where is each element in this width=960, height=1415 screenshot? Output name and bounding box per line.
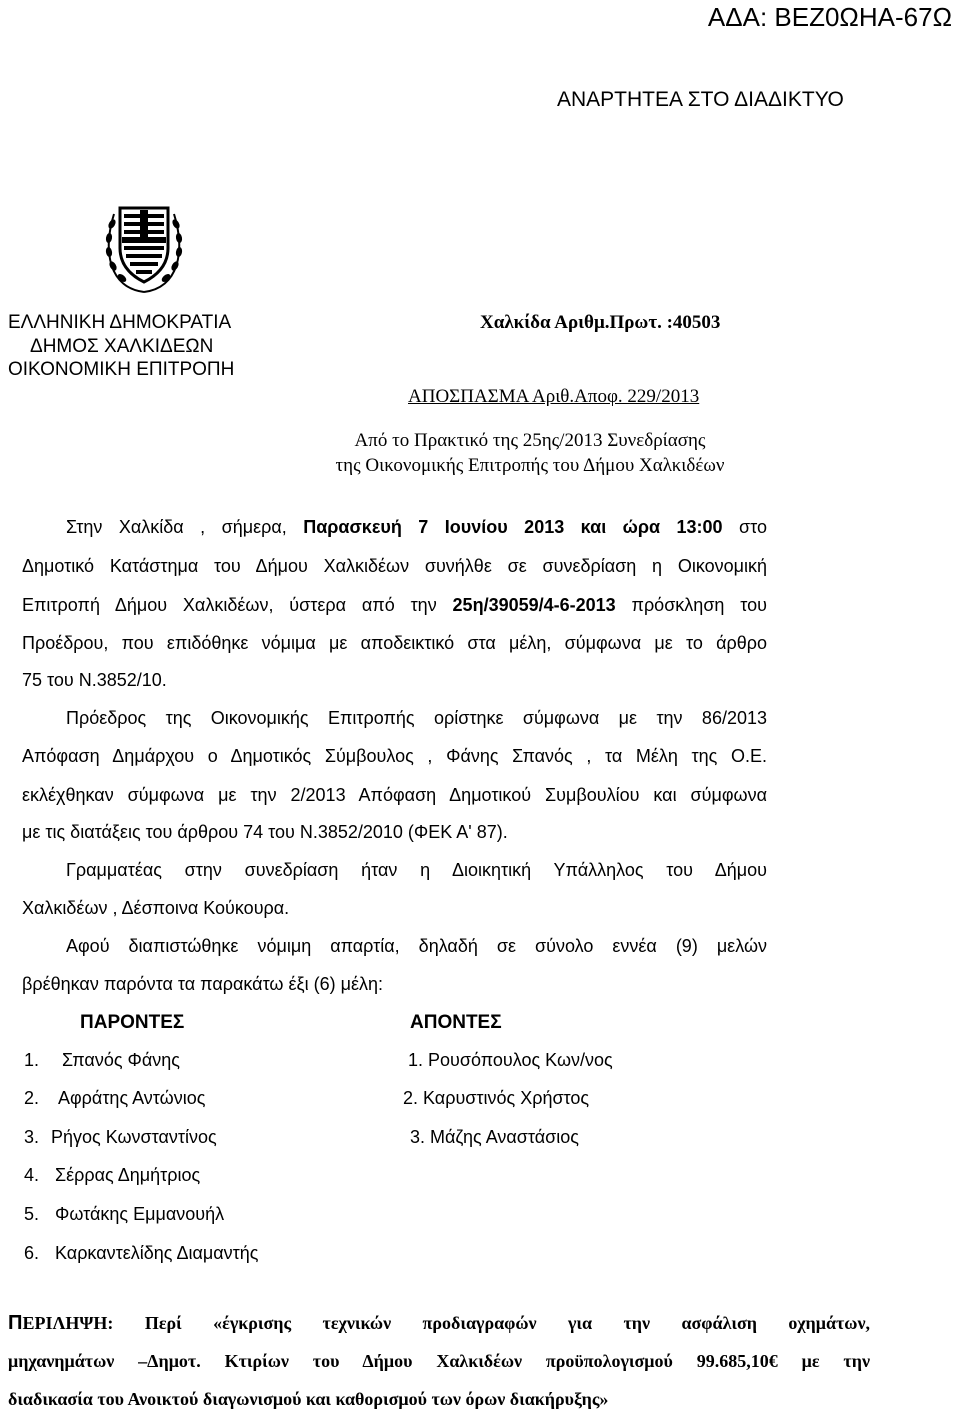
protocol-number: Χαλκίδα Αριθμ.Πρωτ. :40503 — [480, 312, 721, 333]
absent-heading: ΑΠΟΝΤΕΣ — [410, 1012, 502, 1033]
paragraph-1-line-5: 75 του Ν.3852/10. — [22, 670, 167, 690]
summary-label-initial: Π — [8, 1312, 23, 1334]
ada-code: ΑΔΑ: ΒΕΖ0ΩΗΑ-67Ω — [707, 2, 952, 32]
minutes-title-line-1: Από το Πρακτικό της 25ης/2013 Συνεδρίασης — [354, 430, 706, 451]
paragraph-1-line-1: Στην Χαλκίδα , σήμερα, Παρασκευή 7 Ιουνίου 2013 και ώρα 13:00 στο — [66, 517, 767, 537]
meeting-date-time: Παρασκευή 7 Ιουνίου 2013 και ώρα 13:00 — [303, 517, 723, 537]
present-member: 5. Φωτάκης Εμμανουήλ — [24, 1204, 225, 1224]
paragraph-1-line-2: Δημοτικό Κατάστημα του Δήμου Χαλκιδέων συνήλθε σε συνεδρίαση η Οικονομική — [22, 556, 767, 576]
summary-line-2: μηχανημάτων –Δημοτ. Κτιρίων του Δήμου Χαλκιδέων προϋπολογισμού 99.685,10€ με την — [8, 1351, 870, 1371]
paragraph-2-line-3: εκλέχθηκαν σύμφωνα με την 2/2013 Απόφαση Δημοτικού Συμβουλίου και σύμφωνα — [22, 785, 767, 805]
issuer-line-1: ΕΛΛΗΝΙΚΗ ΔΗΜΟΚΡΑΤΙΑ — [8, 312, 232, 333]
minutes-title-line-2: της Οικονομικής Επιτροπής του Δήμου Χαλκιδέων — [335, 455, 725, 476]
greek-coat-of-arms-icon — [100, 192, 188, 296]
paragraph-2-line-2: Απόφαση Δημάρχου ο Δημοτικός Σύμβουλος , Φάνης Σπανός , τα Μέλη της Ο.Ε. — [22, 746, 767, 766]
summary-label: ΕΡΙΛΗΨΗ: — [22, 1313, 114, 1333]
issuer-line-2: ΔΗΜΟΣ ΧΑΛΚΙΔΕΩΝ — [30, 336, 214, 357]
summary-line-3: διαδικασία του Ανοικτού διαγωνισμού και καθορισμού των όρων διακήρυξης» — [8, 1389, 609, 1409]
issuer-line-3: ΟΙΚΟΝΟΜΙΚΗ ΕΠΙΤΡΟΠΗ — [8, 359, 235, 380]
present-member: 2. Αφράτης Αντώνιος — [24, 1088, 206, 1108]
present-member: 1. Σπανός Φάνης — [24, 1050, 180, 1070]
paragraph-3-line-2: Χαλκιδέων , Δέσποινα Κούκουρα. — [22, 898, 290, 918]
paragraph-4-line-2: βρέθηκαν παρόντα τα παρακάτω έξι (6) μέλη: — [22, 974, 383, 994]
present-heading: ΠΑΡΟΝΤΕΣ — [80, 1012, 185, 1033]
paragraph-1-line-3: Επιτροπή Δήμου Χαλκιδέων, ύστερα από την 25η/39059/4-6-2013 πρόσκληση του — [22, 595, 767, 615]
invitation-reference: 25η/39059/4-6-2013 — [452, 595, 616, 615]
paragraph-3-line-1: Γραμματέας στην συνεδρίαση ήταν η Διοικητική Υπάλληλος του Δήμου — [66, 860, 767, 880]
present-member: 4. Σέρρας Δημήτριος — [24, 1165, 201, 1185]
excerpt-decision-number: ΑΠΟΣΠΑΣΜΑ Αριθ.Αποφ. 229/2013 — [408, 386, 700, 407]
absent-member: 2. Καρυστινός Χρήστος — [403, 1088, 590, 1108]
paragraph-4-line-1: Αφού διαπιστώθηκε νόμιμη απαρτία, δηλαδή σε σύνολο εννέα (9) μελών — [66, 936, 767, 956]
summary-line-1: ΠΕΡΙΛΗΨΗ: Περί «έγκρισης τεχνικών προδιαγραφών για την ασφάλιση οχημάτων, — [8, 1312, 870, 1334]
paragraph-2-line-1: Πρόεδρος της Οικονομικής Επιτροπής ορίστηκε σύμφωνα με την 86/2013 — [66, 708, 767, 728]
posted-notice: ΑΝΑΡΤΗΤΕΑ ΣΤΟ ΔΙΑΔΙΚΤΥΟ — [557, 88, 844, 111]
present-member: 6. Καρκαντελίδης Διαμαντής — [24, 1243, 259, 1263]
present-member: 3. Ρήγος Κωνσταντίνος — [24, 1127, 217, 1147]
absent-member: 1. Ρουσόπουλος Κων/νος — [408, 1050, 613, 1070]
absent-member: 3. Μάζης Αναστάσιος — [410, 1127, 579, 1147]
paragraph-2-line-4: με τις διατάξεις του άρθρου 74 του Ν.3852/2010 (ΦΕΚ Α' 87). — [22, 822, 508, 842]
paragraph-1-line-4: Προέδρου, που επιδόθηκε νόμιμα με αποδεικτικό στα μέλη, σύμφωνα με το άρθρο — [22, 633, 767, 653]
